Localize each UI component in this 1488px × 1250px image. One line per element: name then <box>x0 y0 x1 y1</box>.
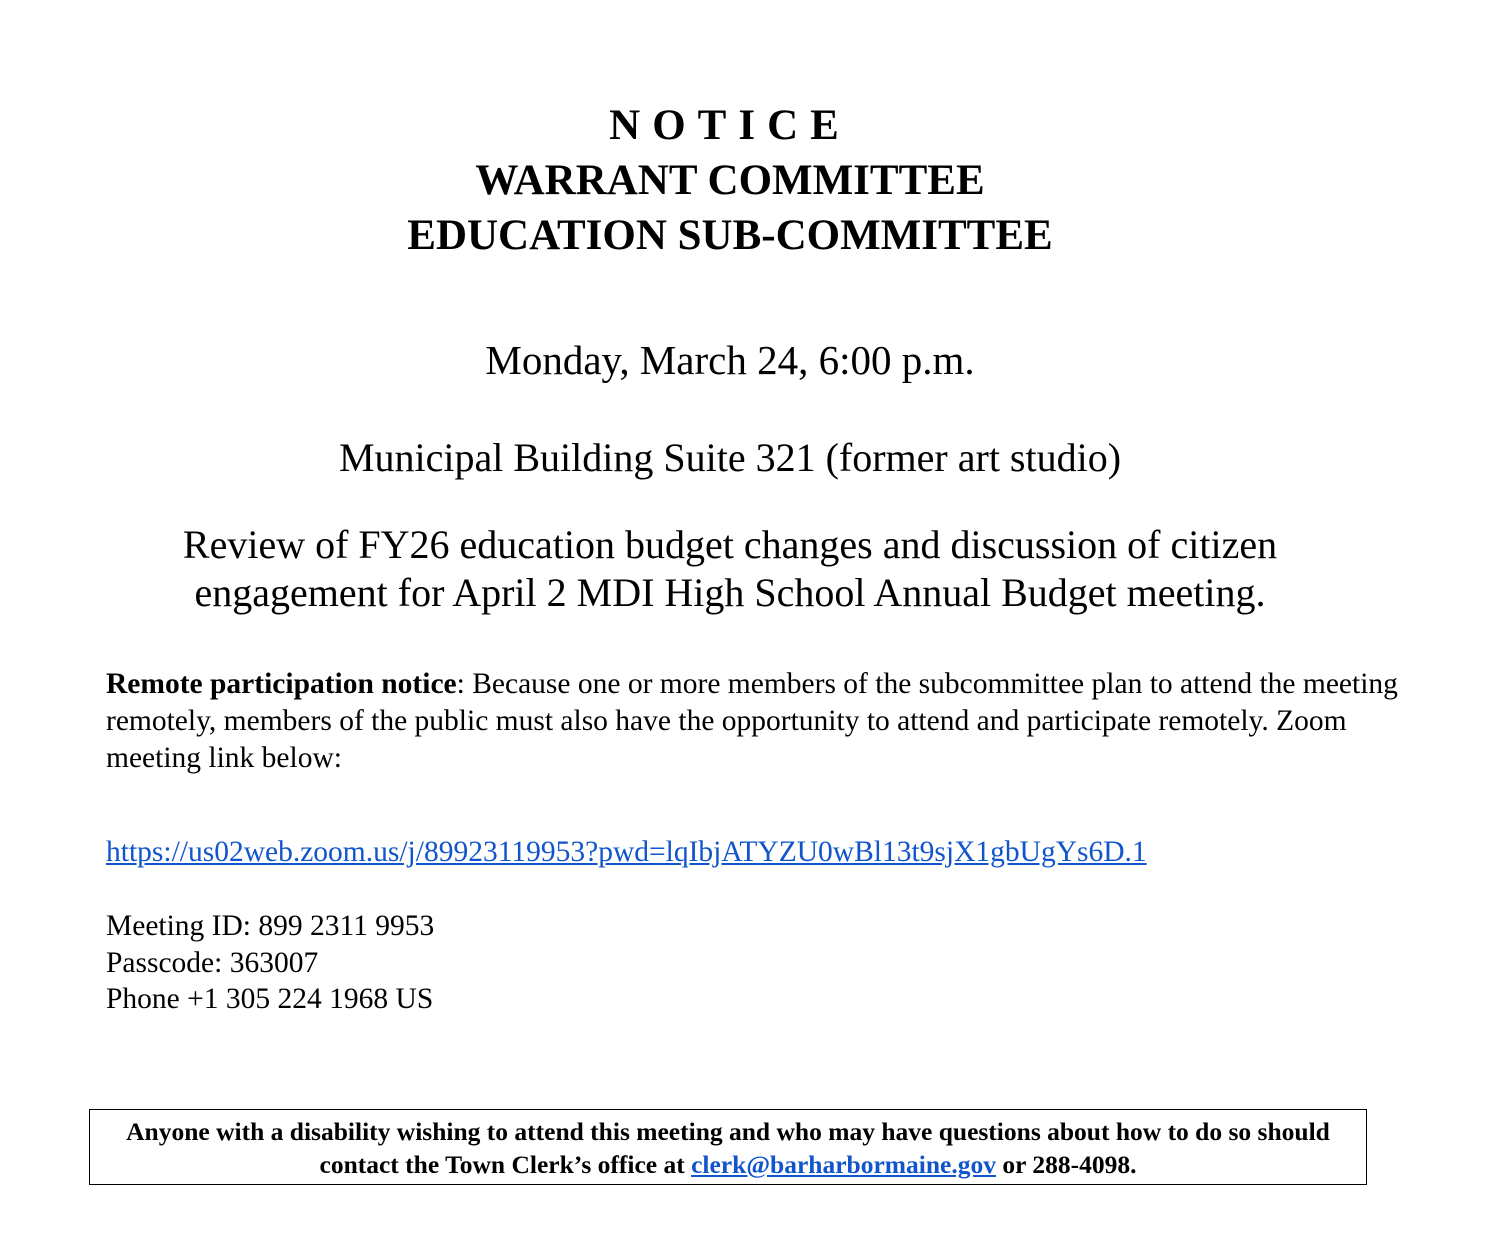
meeting-location: Municipal Building Suite 321 (former art studio) <box>338 435 1122 480</box>
zoom-meeting-link[interactable]: https://us02web.zoom.us/j/89923119953?pwd=lqIbjATYZU0wBl13t9sjX1gbUgYs6D.1 <box>106 836 1147 868</box>
remote-participation-text: : Because one or more members of the subcommittee plan to attend the meeting remotely, members of the public must also have the opportunity to attend and participate remotely. Zoom meeting link below: <box>106 668 1398 774</box>
remote-participation-label: Remote participation notice <box>106 668 457 700</box>
meeting-passcode: Passcode: 363007 <box>106 946 319 979</box>
meeting-phone: Phone +1 305 224 1968 US <box>106 983 434 1015</box>
meeting-purpose <box>0 521 1460 617</box>
accessibility-text-before: Anyone with a disability wishing to attend this meeting and who may have questions about how to do so should contact the Town Clerk’s office at <box>126 1117 1330 1179</box>
accessibility-text-after: or 288-4098. <box>996 1150 1137 1179</box>
notice-heading: NOTICE <box>609 102 851 149</box>
subcommittee-heading: EDUCATION SUB-COMMITTEE <box>407 212 1053 259</box>
clerk-email-link[interactable]: clerk@barharbormaine.gov <box>691 1150 996 1179</box>
meeting-purpose-line-2: engagement for April 2 MDI High School Annual Budget meeting. <box>194 570 1266 615</box>
meeting-details <box>106 908 434 1018</box>
meeting-id: Meeting ID: 899 2311 9953 <box>106 910 435 942</box>
meeting-purpose-line-1: Review of FY26 education budget changes and discussion of citizen <box>182 522 1278 567</box>
committee-heading: WARRANT COMMITTEE <box>475 157 985 204</box>
remote-participation-notice <box>106 666 1406 777</box>
accessibility-notice-box <box>89 1109 1367 1185</box>
meeting-date-time: Monday, March 24, 6:00 p.m. <box>485 337 975 383</box>
